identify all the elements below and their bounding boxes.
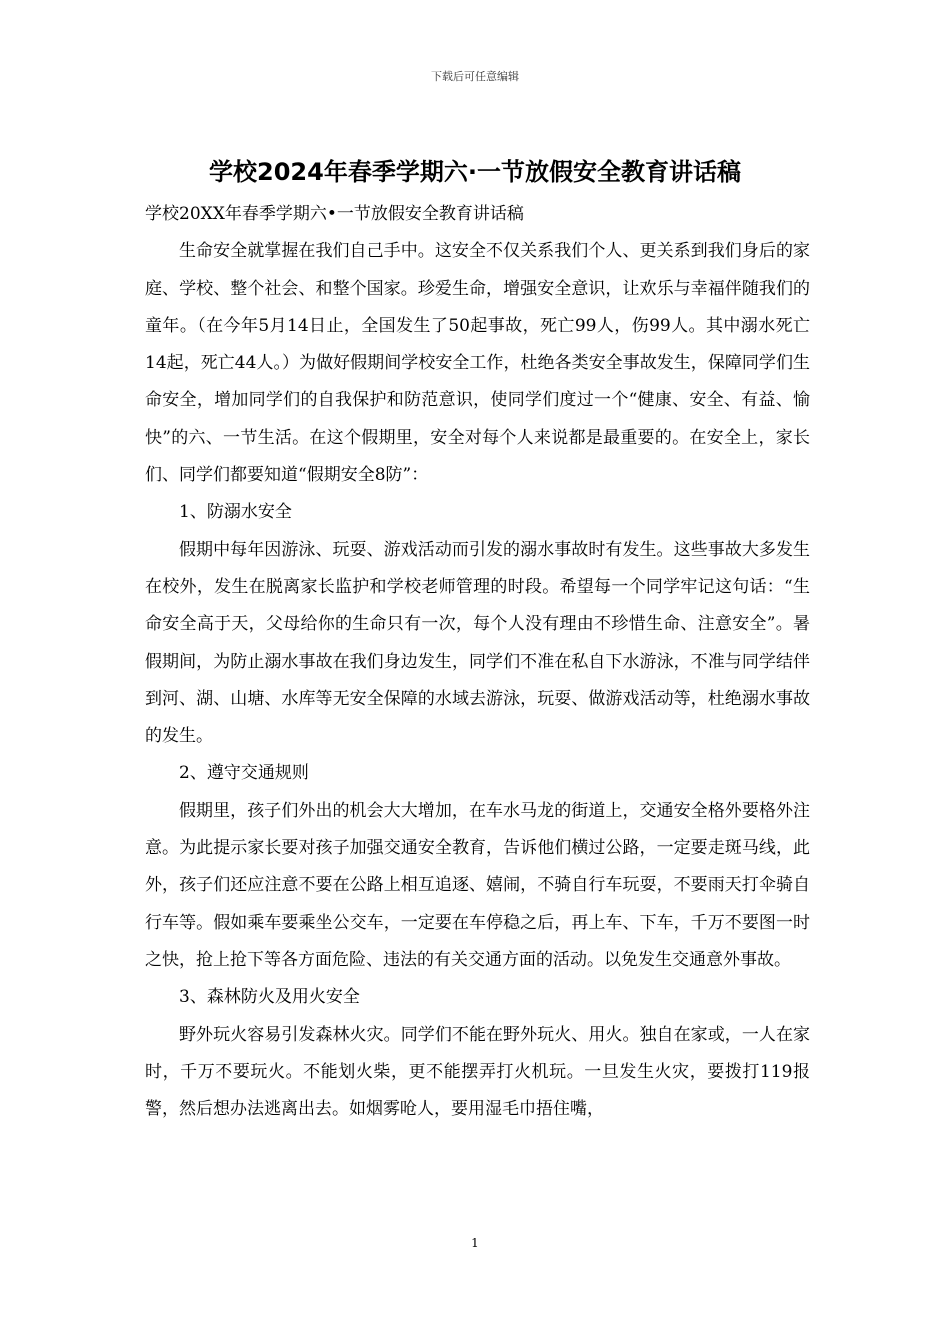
document-body <box>145 196 810 1128</box>
section-heading-fire: 3、森林防火及用火安全 <box>179 987 360 1008</box>
paragraph-drowning: 假期中每年因游泳、玩耍、游戏活动而引发的溺水事故时有发生。这些事故大多发生在校外，发生在脱离家长监护和学校老师管理的时段。希望每一个同学牢记这句话：“生命安全高于天，父母给你的生命只有一次，每个人没有理由不珍惜生命、注意安全”。暑假期间，为防止溺水事故在我们身边发生，同学们不准在私自下水游泳，不准与同学结伴到河、湖、山塘、水库等无安全保障的水域去游泳，玩耍、做游戏活动等，杜绝溺水事故的发生。 <box>145 539 810 747</box>
section-heading-drowning: 1、防溺水安全 <box>179 502 292 523</box>
paragraph-traffic: 假期里，孩子们外出的机会大大增加，在车水马龙的街道上，交通安全格外要格外注意。为此提示家长要对孩子加强交通安全教育，告诉他们横过公路，一定要走斑马线，此外，孩子们还应注意不要在公路上相互追逐、嬉闹，不骑自行车玩耍，不要雨天打伞骑自行车等。假如乘车要乘坐公交车，一定要在车停稳之后，再上车、下车，千万不要图一时之快，抢上抢下等各方面危险、违法的有关交通方面的活动。以免发生交通意外事故。 <box>145 800 810 970</box>
header-note: 下载后可任意编辑 <box>431 70 519 83</box>
document-subtitle: 学校20XX年春季学期六•一节放假安全教育讲话稿 <box>145 204 524 224</box>
paragraph-intro: 生命安全就掌握在我们自己手中。这安全不仅关系我们个人、更关系到我们身后的家庭、学校、整个社会、和整个国家。珍爱生命，增强安全意识，让欢乐与幸福伴随我们的童年。（在今年5月14日止，全国发生了50起事故，死亡99人，伤99人。其中溺水死亡14起，死亡44人。）为做好假期间学校安全工作，杜绝各类安全事故发生，保障同学们生命安全，增加同学们的自我保护和防范意识，使同学们度过一个“健康、安全、有益、愉快”的六、一节生活。在这个假期里，安全对每个人来说都是最重要的。在安全上，家长们、同学们都要知道“假期安全8防”： <box>145 241 810 486</box>
paragraph-fire: 野外玩火容易引发森林火灾。同学们不能在野外玩火、用火。独自在家或，一人在家时，千万不要玩火。不能划火柴，更不能摆弄打火机玩。一旦发生火灾，要拨打119报警，然后想办法逃离出去。如烟雾呛人，要用湿毛巾捂住嘴， <box>145 1024 810 1120</box>
document-title: 学校2024年春季学期六·一节放假安全教育讲话稿 <box>209 158 741 186</box>
section-heading-traffic: 2、遵守交通规则 <box>179 763 309 784</box>
page-number: 1 <box>471 1236 479 1250</box>
